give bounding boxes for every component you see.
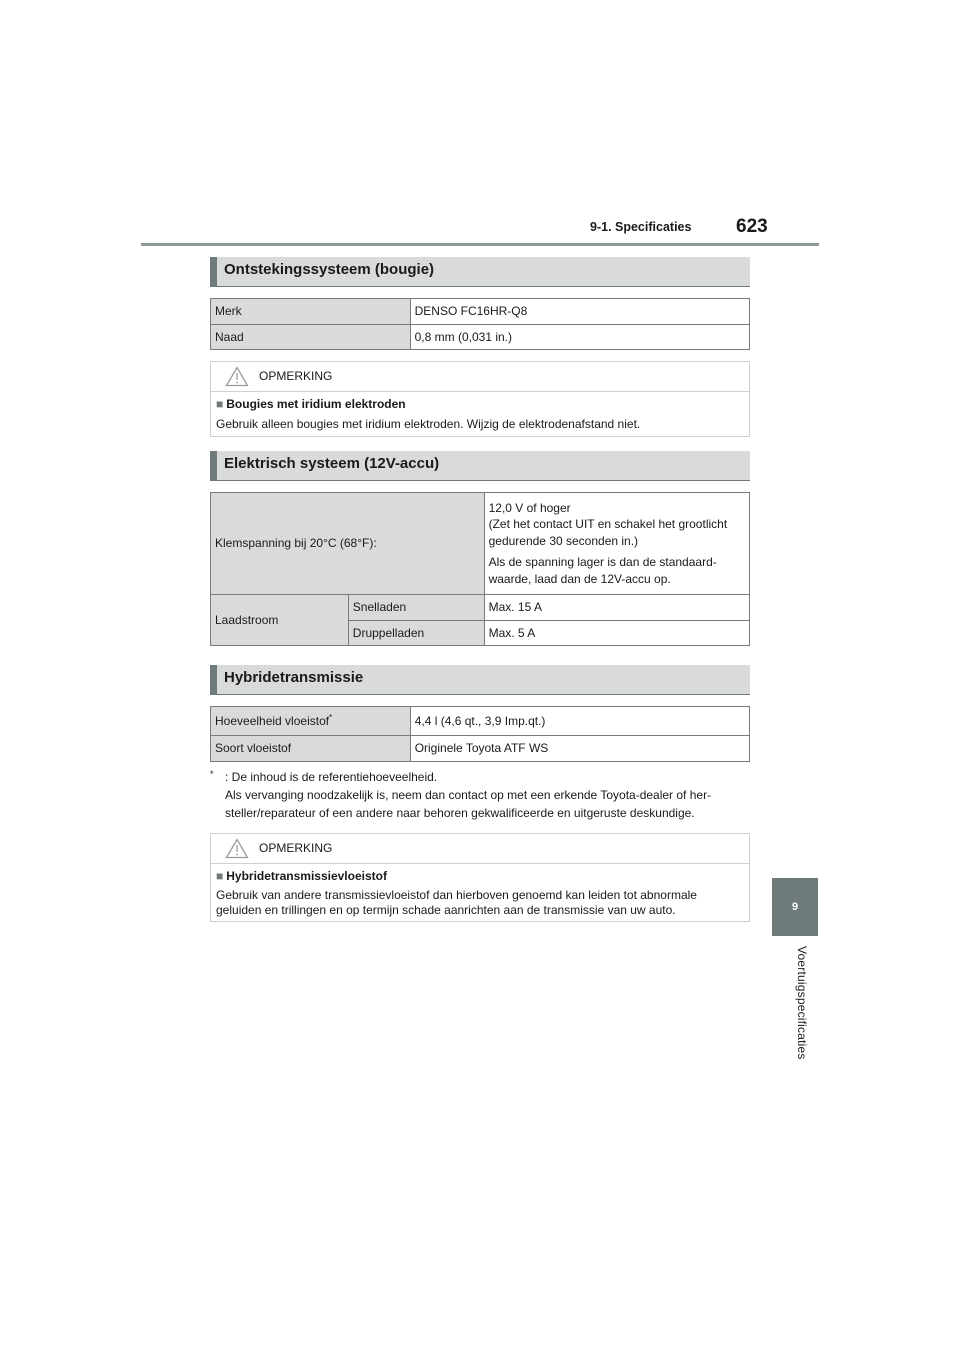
notice-subtitle: ■ Bougies met iridium elektroden xyxy=(216,397,406,411)
chapter-number: 9 xyxy=(791,901,799,913)
chapter-label: Voertuigspecificaties xyxy=(795,946,809,1060)
row-value: Max. 15 A xyxy=(484,595,749,621)
table-row xyxy=(211,595,750,621)
row-label: Laadstroom xyxy=(211,595,349,646)
section-heading-electrical xyxy=(210,451,750,481)
voltage-advice: Als de spanning lager is dan de standaard-waarde, laad dan de 12V-accu op. xyxy=(488,554,717,586)
row-label: Naad xyxy=(211,325,411,350)
section-title: Hybridetransmissie xyxy=(224,669,364,686)
voltage-condition: (Zet het contact UIT en schakel het grootlicht gedurende 30 seconden in.) xyxy=(488,517,728,549)
notice-header xyxy=(211,362,749,392)
footnote-marker: * xyxy=(329,713,333,723)
notice-header xyxy=(211,834,749,864)
row-label: Merk xyxy=(211,299,411,325)
section-title: Ontstekingssysteem (bougie) xyxy=(224,261,435,278)
row-label: Soort vloeistof xyxy=(211,736,411,762)
table-row xyxy=(211,736,750,762)
row-value: 4,4 l (4,6 qt., 3,9 Imp.qt.) xyxy=(410,707,749,736)
warning-triangle-icon xyxy=(225,838,249,859)
row-value xyxy=(484,493,749,595)
warning-triangle-icon xyxy=(225,366,249,387)
row-label: Klemspanning bij 20°C (68°F): xyxy=(211,493,485,595)
header-rule xyxy=(141,243,819,246)
notice-box-spark-plugs xyxy=(210,361,750,437)
notice-text: Gebruik alleen bougies met iridium elektroden. Wijzig de elektrodenafstand niet. xyxy=(216,417,641,432)
row-value: Originele Toyota ATF WS xyxy=(410,736,749,762)
section-breadcrumb: 9-1. Specificaties xyxy=(590,220,692,234)
section-accent xyxy=(210,451,217,480)
section-heading-ignition xyxy=(210,257,750,287)
electrical-table xyxy=(210,492,750,646)
notice-subtitle: ■ Hybridetransmissievloeistof xyxy=(216,869,387,883)
transmission-table xyxy=(210,706,750,762)
notice-body xyxy=(211,864,749,923)
square-bullet-icon: ■ xyxy=(216,869,224,883)
row-sublabel: Druppelladen xyxy=(348,621,484,646)
ignition-table xyxy=(210,298,750,350)
row-value: Max. 5 A xyxy=(484,621,749,646)
section-title: Elektrisch systeem (12V-accu) xyxy=(224,455,440,472)
footnote-text: Als vervanging noodzakelijk is, neem dan contact op met een erkende Toyota-dealer of her-steller/reparateur of een andere naar behoren gekwalificeerde en uitgeruste deskundige. xyxy=(225,788,712,820)
notice-title: OPMERKING xyxy=(259,369,333,383)
section-heading-transmission xyxy=(210,665,750,695)
section-accent xyxy=(210,665,217,694)
notice-box-transmission-fluid xyxy=(210,833,750,922)
row-sublabel: Snelladen xyxy=(348,595,484,621)
table-row xyxy=(211,707,750,736)
page-number: 623 xyxy=(736,216,768,237)
voltage-value: 12,0 V of hoger xyxy=(488,500,571,515)
notice-title: OPMERKING xyxy=(259,841,333,855)
row-label: Hoeveelheid vloeistof* xyxy=(211,707,411,736)
row-value: 0,8 mm (0,031 in.) xyxy=(410,325,749,350)
table-row xyxy=(211,325,750,350)
footnote-line: : De inhoud is de referentiehoeveelheid. xyxy=(225,770,438,784)
square-bullet-icon: ■ xyxy=(216,397,224,411)
table-row xyxy=(211,299,750,325)
notice-text: Gebruik van andere transmissievloeistof dan hierboven genoemd kan leiden tot abnormale geluiden en trillingen en op termijn schade aanrichten aan de transmissie van uw auto. xyxy=(216,888,697,917)
chapter-tab xyxy=(772,878,818,936)
notice-body xyxy=(211,392,749,438)
row-value: DENSO FC16HR-Q8 xyxy=(410,299,749,325)
table-row xyxy=(211,493,750,595)
footnote-star: * xyxy=(210,769,214,779)
section-accent xyxy=(210,257,217,286)
footnote xyxy=(210,768,750,822)
